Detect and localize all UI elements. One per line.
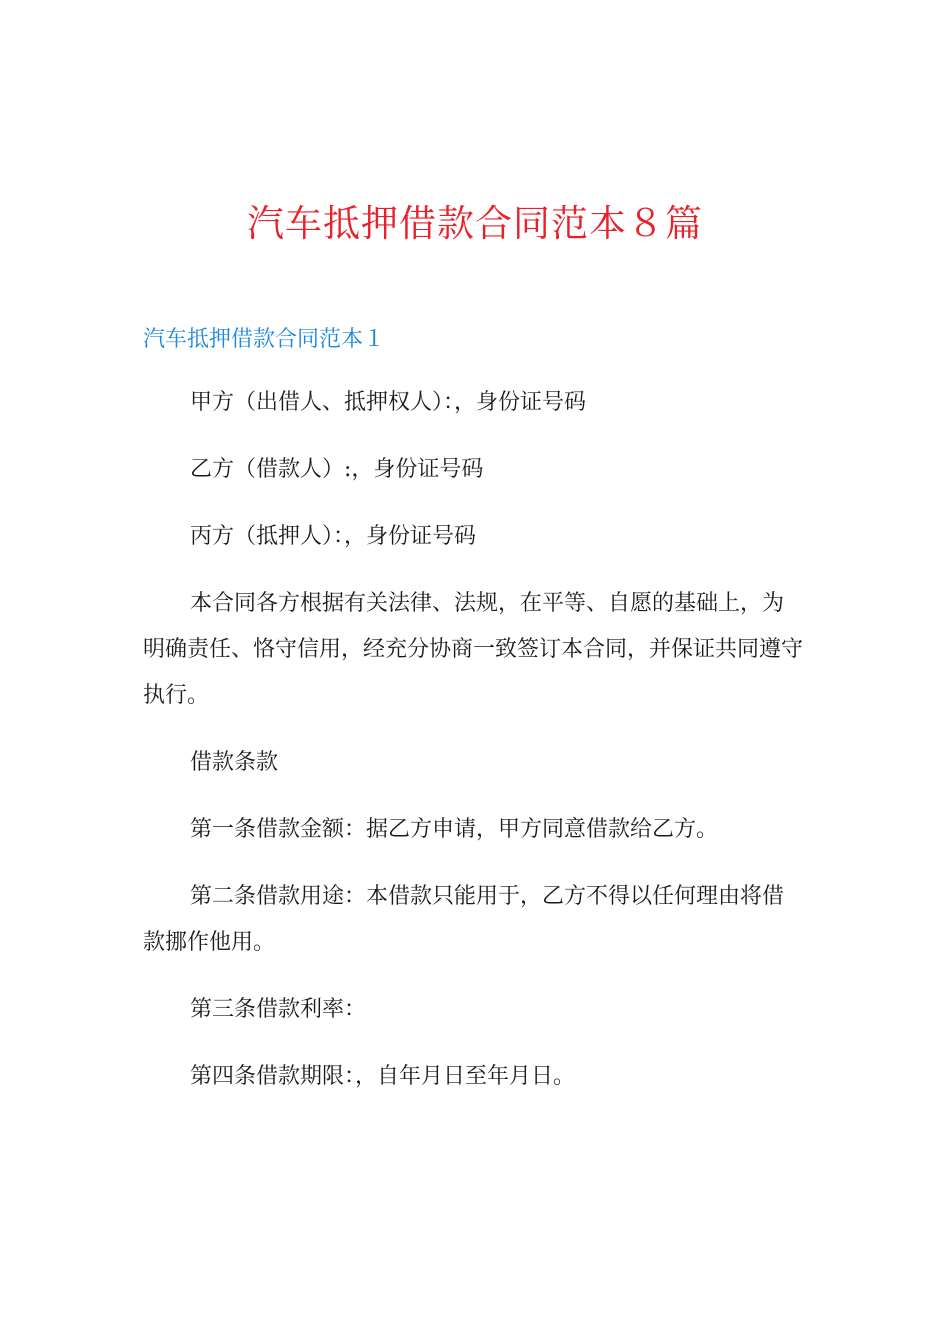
article-2: 第二条借款用途：本借款只能用于，乙方不得以任何理由将借款挪作他用。 <box>143 884 785 955</box>
party-a-line: 甲方（出借人、抵押权人）：，身份证号码 <box>190 390 587 415</box>
article-4: 第四条借款期限：，自年月日至年月日。 <box>190 1064 576 1089</box>
document-title: 汽车抵押借款合同范本８篇 <box>247 202 703 245</box>
document-body <box>143 380 803 1121</box>
party-c-line: 丙方（抵押人）：，身份证号码 <box>190 524 477 549</box>
loan-terms-heading: 借款条款 <box>190 750 279 775</box>
preamble-paragraph: 本合同各方根据有关法律、法规，在平等、自愿的基础上，为明确责任、恪守信用，经充分协商一致签订本合同，并保证共同遵守执行。 <box>143 591 804 708</box>
section-heading: 汽车抵押借款合同范本１ <box>143 327 386 352</box>
party-b-line: 乙方（借款人）:，身份证号码 <box>190 457 484 482</box>
article-1: 第一条借款金额：据乙方申请，甲方同意借款给乙方。 <box>190 817 719 842</box>
article-3: 第三条借款利率： <box>190 997 367 1022</box>
